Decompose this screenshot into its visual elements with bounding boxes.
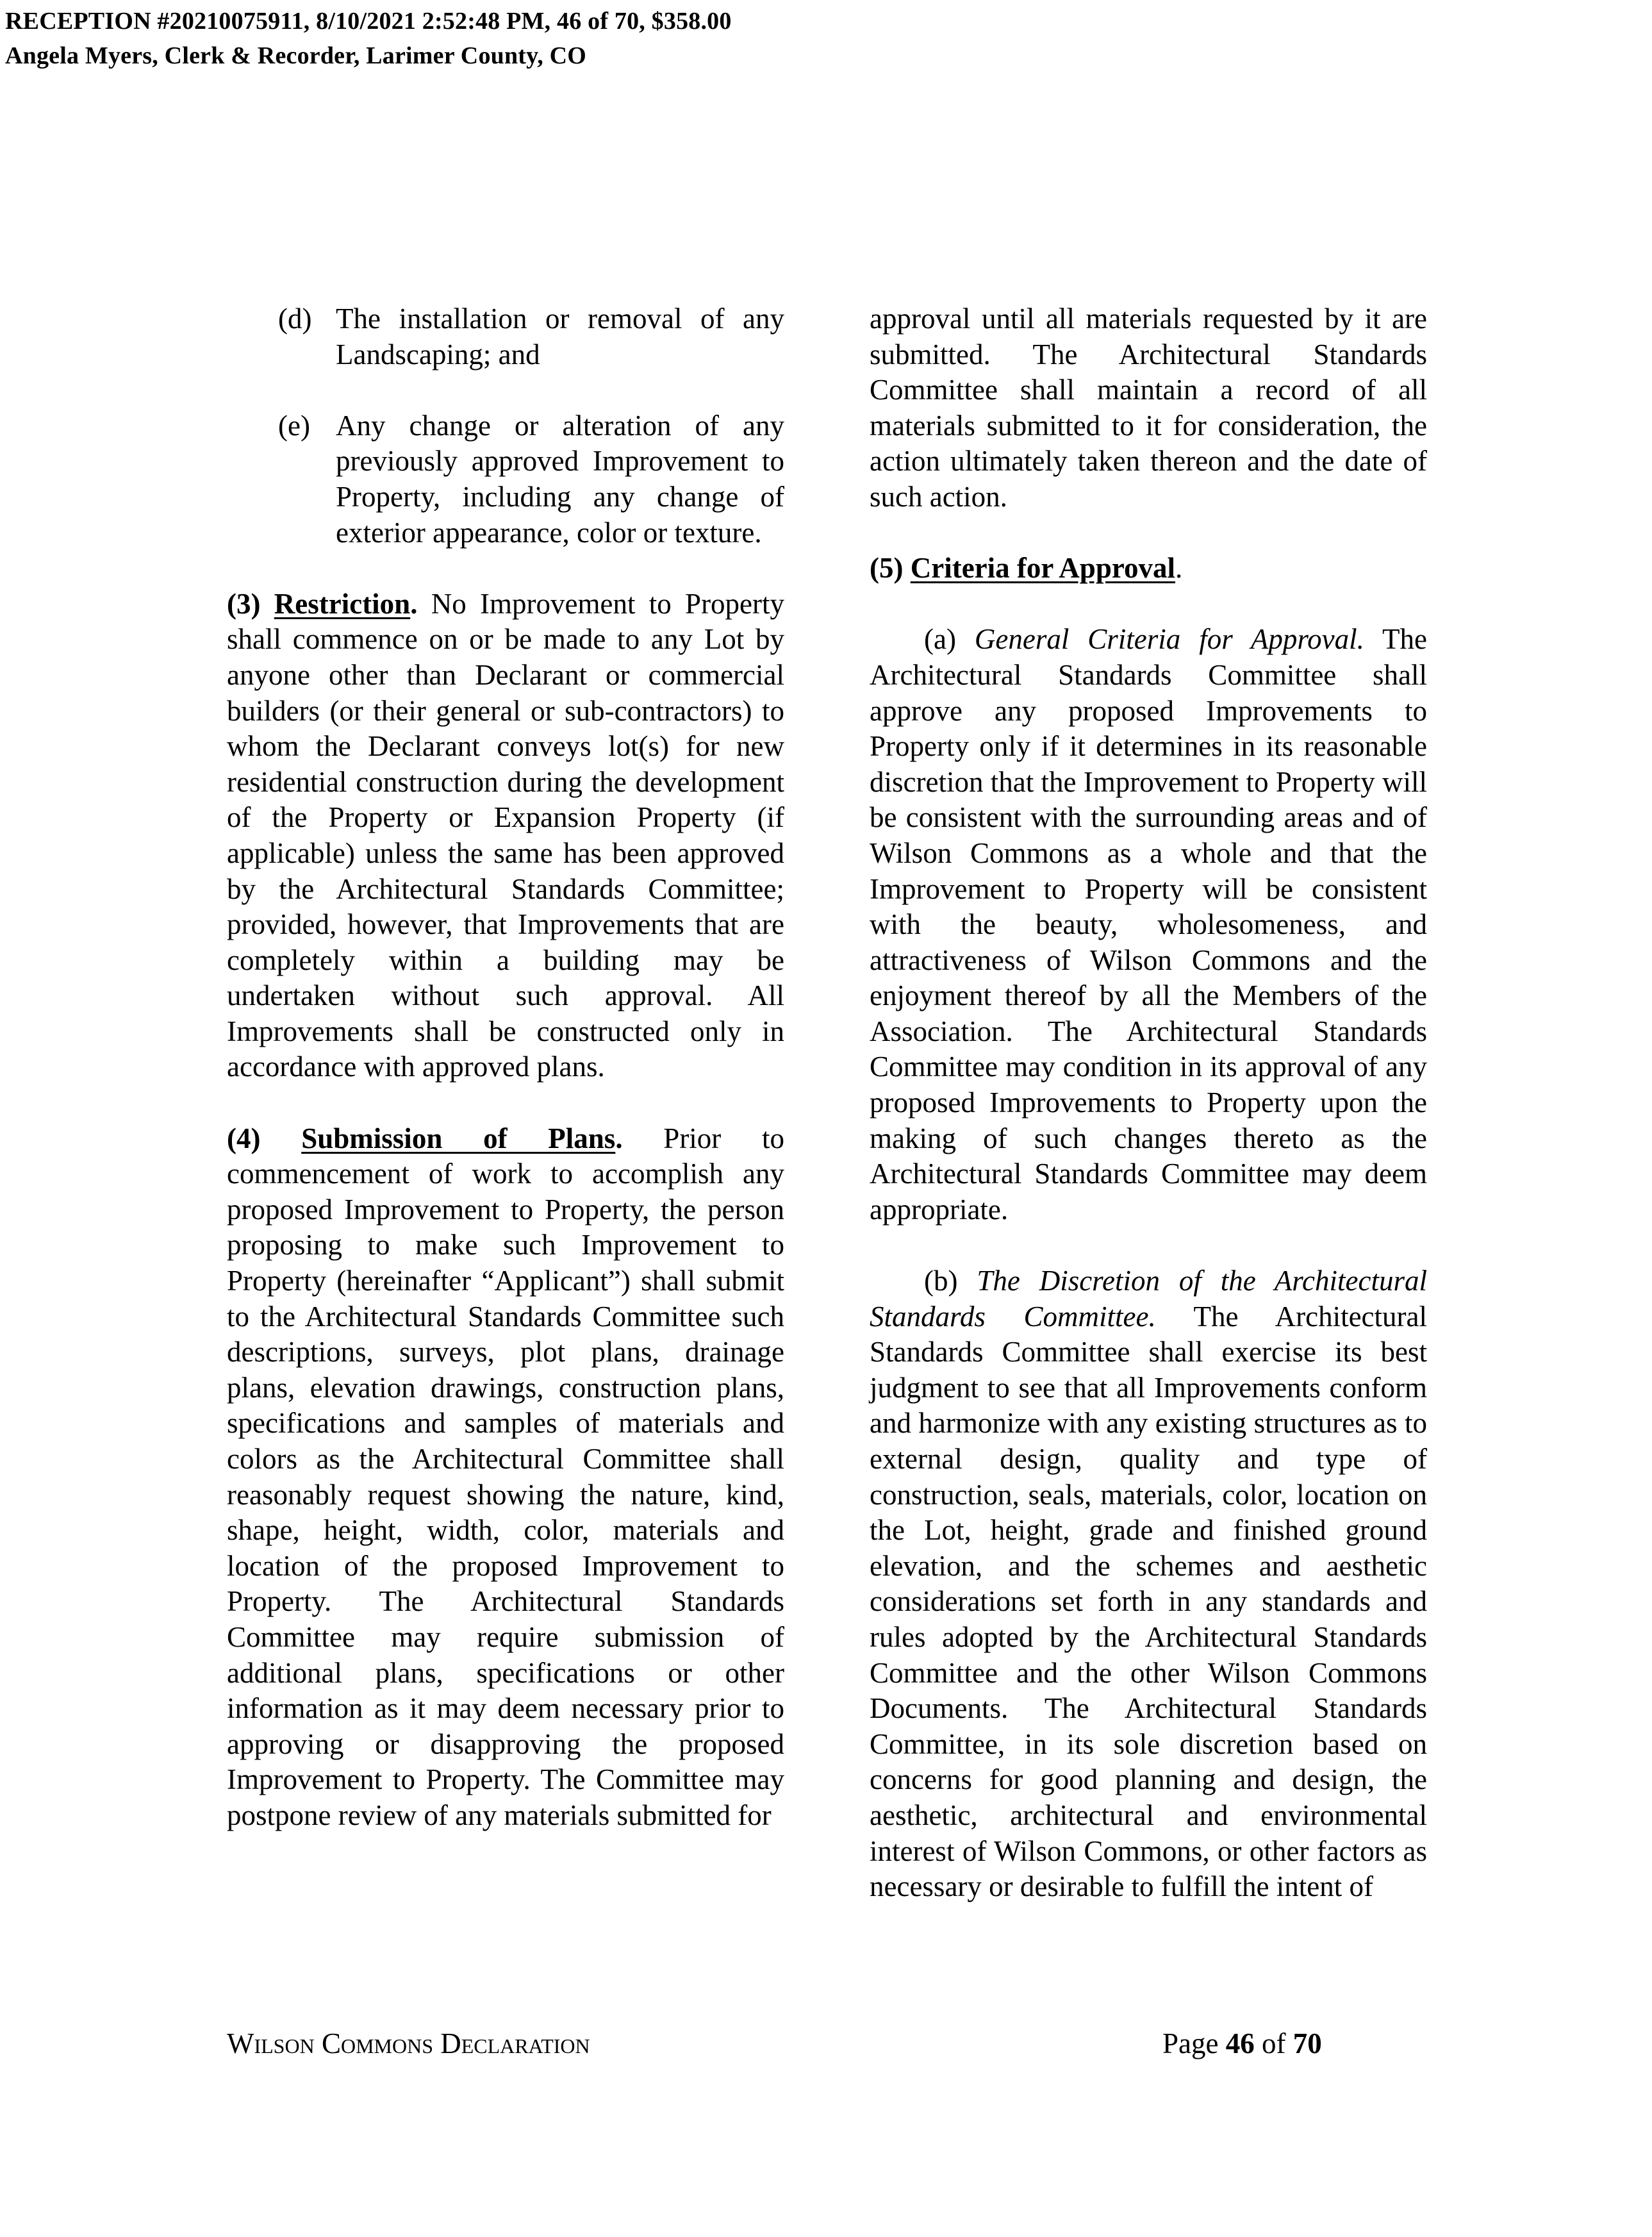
clerk-line: Angela Myers, Clerk & Recorder, Larimer County, CO — [5, 42, 587, 69]
footer-page-current: 46 — [1225, 2027, 1255, 2059]
footer-page-number — [1162, 2025, 1322, 2061]
section-submission-of-plans — [227, 1121, 784, 1834]
recording-stamp — [5, 4, 732, 73]
item-d-text: The installation or removal of any Landscaping; and — [336, 303, 784, 370]
section-5-number: (5) — [870, 552, 904, 585]
reception-line: RECEPTION #20210075911, 8/10/2021 2:52:48 PM, 46 of 70, $358.00 — [5, 8, 732, 35]
footer-page-of: of — [1261, 2027, 1286, 2059]
para-a-label: (a) — [924, 623, 956, 656]
section-4-body: Prior to commencement of work to accomplish any proposed Improvement to Property, the person proposing to make such Improvement to Property (hereinafter “Applicant”) shall submit to the Architectural Standards Committee such descriptions, surveys, plot plans, drainage plans, elevation drawings, construction plans, specifications and samples of materials and colors as the Architectural Committee shall reasonably request showing the nature, kind, shape, height, width, color, materials and location of the proposed Improvement to Property. The Architectural Standards Committee may require submission of additional plans, specifications or other information as it may deem necessary prior to approving or disapproving the proposed Improvement to Property. The Committee may postpone review of any materials submitted for — [227, 1122, 785, 1831]
section-4-title-punct: . — [615, 1122, 623, 1154]
section-3-title-punct: . — [410, 587, 418, 620]
section-5-title-punct: . — [1175, 552, 1183, 585]
para-b-title: The Discretion of the Architectural Standards Committee. — [870, 1265, 1427, 1333]
footer-page-word: Page — [1162, 2027, 1219, 2059]
para-b-label: (b) — [924, 1265, 958, 1297]
left-column — [227, 301, 784, 1869]
para-a-body: The Architectural Standards Committee shall approve any proposed Improvements to Property only if it determines in its reasonable discretion that the Improvement to Property will be consistent with the surrounding areas and of Wilson Commons as a whole and that the Improvement to Property will be consistent with the beauty, wholesomeness, and attractiveness of Wilson Commons and the enjoyment thereof by all the Members of the Association. The Architectural Standards Committee may condition in its approval of any proposed Improvements to Property upon the making of such changes thereto as the Architectural Standards Committee may deem appropriate. — [870, 623, 1428, 1226]
paragraph-b — [870, 1263, 1427, 1905]
section-criteria-for-approval — [870, 551, 1427, 586]
item-e-letter: (e) — [278, 409, 310, 442]
right-column — [870, 301, 1427, 1940]
section-5-title: Criteria for Approval — [910, 552, 1176, 585]
para-b-body: The Architectural Standards Committee shall exercise its best judgment to see that all Improvements conform and harmonize with any existing structures as to external design, quality and type of construction, seals, materials, color, location on the Lot, height, grade and finished ground elevation, and the schemes and aesthetic considerations set forth in any standards and rules adopted by the Architectural Standards Committee and the other Wilson Commons Documents. The Architectural Standards Committee, in its sole discretion based on concerns for good planning and design, the aesthetic, architectural and environmental interest of Wilson Commons, or other factors as necessary or desirable to fulfill the intent of — [870, 1300, 1427, 1903]
list-item-e — [227, 408, 784, 551]
section-4-title: Submission of Plans — [301, 1122, 616, 1154]
section-3-body: No Improvement to Property shall commence on or be made to any Lot by anyone other than Declarant or commercial builders (or their general or sub-contractors) to whom the Declarant conveys lot(s) for new residential construction during the development of the Property or Expansion Property (if applicable) unless the same has been approved by the Architectural Standards Committee; provided, however, that Improvements that are completely within a building may be undertaken without such approval. All Improvements shall be constructed only in accordance with approved plans. — [227, 587, 785, 1083]
continuation-paragraph: approval until all materials requested by it are submitted. The Architectural Standards Committee shall maintain a record of all materials submitted to it for consideration, the action ultimately taken thereon and the date of such action. — [870, 303, 1427, 513]
item-d-letter: (d) — [278, 303, 312, 335]
list-item-d — [227, 301, 784, 372]
section-3-title: Restriction — [274, 587, 411, 620]
para-a-title: General Criteria for Approval. — [974, 623, 1364, 656]
footer-document-title: Wilson Commons Declaration — [227, 2027, 590, 2059]
section-restriction — [227, 586, 784, 1085]
footer-page-total: 70 — [1293, 2027, 1322, 2059]
section-3-number: (3) — [227, 587, 261, 620]
section-4-number: (4) — [227, 1122, 261, 1154]
item-e-text: Any change or alteration of any previously approved Improvement to Property, including any change of exterior appearance, color or texture. — [336, 409, 784, 549]
paragraph-a — [870, 622, 1427, 1227]
